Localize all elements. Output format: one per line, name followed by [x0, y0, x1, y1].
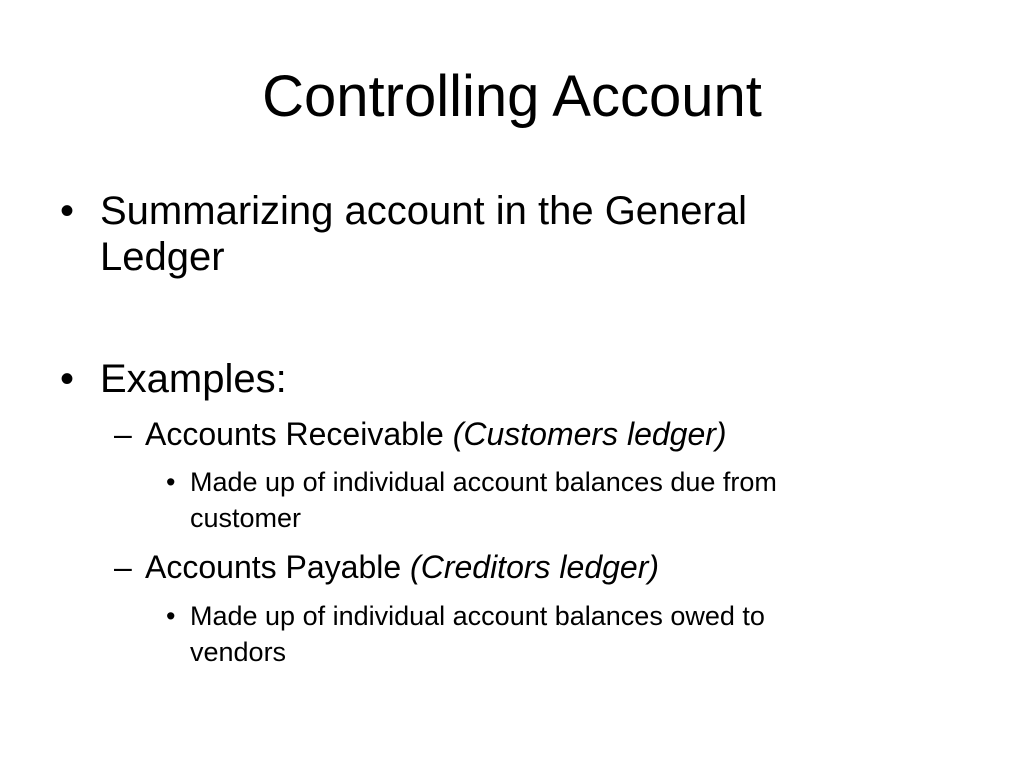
subitem-paren: (Customers ledger): [452, 416, 727, 452]
subitem-label: Accounts Receivable: [145, 416, 444, 452]
bullet-icon: •: [166, 467, 176, 497]
detail-text-line1: Made up of individual account balances owed to: [190, 601, 765, 631]
bullet-text-line2: Ledger: [100, 235, 225, 279]
bullet-icon: •: [60, 357, 75, 401]
bullet-icon: •: [166, 601, 176, 631]
dash-icon: –: [114, 549, 132, 585]
subitem-accounts-receivable: [114, 415, 727, 453]
subitem-accounts-payable: [114, 548, 660, 586]
bullet-icon: •: [60, 189, 75, 233]
subitem-paren: (Creditors ledger): [410, 549, 660, 585]
detail-receivable: [166, 464, 960, 536]
bullet-examples: [60, 356, 980, 402]
bullet-text-line1: Summarizing account in the General: [100, 189, 747, 233]
detail-payable: [166, 598, 960, 670]
detail-text-line2: customer: [190, 503, 302, 533]
subitem-label: Accounts Payable: [145, 549, 402, 585]
detail-text-line2: vendors: [190, 637, 287, 667]
bullet-text: Examples:: [100, 357, 287, 401]
bullet-summarizing: [60, 188, 980, 280]
dash-icon: –: [114, 416, 132, 452]
detail-text-line1: Made up of individual account balances due from: [190, 467, 777, 497]
slide-title: Controlling Account: [262, 64, 762, 129]
